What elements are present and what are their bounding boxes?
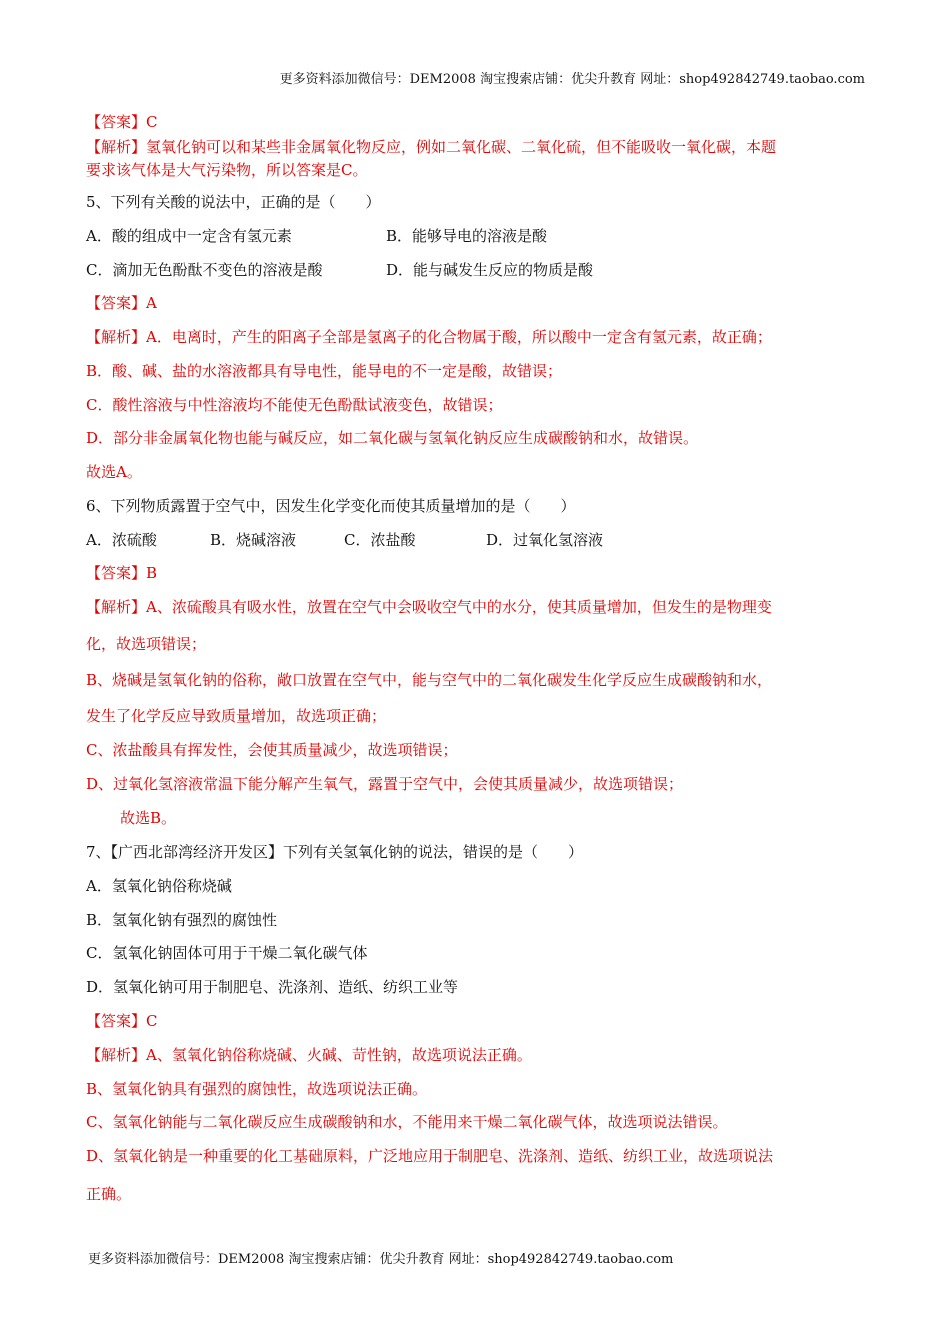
q7-analysis-line-2: B、氢氧化钠具有强烈的腐蚀性，故选项说法正确。 (86, 1080, 428, 1098)
q6-analysis-line-1: 【解析】A、浓硫酸具有吸水性，放置在空气中会吸收空气中的水分，使其质量增加，但发生的是物理变 (86, 598, 772, 616)
q6-option-b: B．烧碱溶液 (210, 531, 297, 549)
q7-analysis-line-3: C、氢氧化钠能与二氧化碳反应生成碳酸钠和水，不能用来干燥二氧化碳气体，故选项说法错误。 (86, 1113, 728, 1131)
q4-analysis-line-1: 【解析】氢氧化钠可以和某些非金属氧化物反应，例如二氧化碳、二氧化硫，但不能吸收一氧化碳，本题 (86, 138, 777, 156)
q5-analysis-line-3: C．酸性溶液与中性溶液均不能使无色酚酞试液变色，故错误； (86, 396, 503, 414)
q5-option-d: D．能与碱发生反应的物质是酸 (386, 261, 594, 279)
q5-analysis-line-2: B．酸、碱、盐的水溶液都具有导电性，能导电的不一定是酸，故错误； (86, 362, 563, 380)
q4-answer: 【答案】C (86, 113, 158, 131)
q6-option-a: A．浓硫酸 (86, 531, 157, 549)
q5-analysis-line-1: 【解析】A．电离时，产生的阳离子全部是氢离子的化合物属于酸，所以酸中一定含有氢元素，故正确； (86, 328, 772, 346)
q7-option-a: A．氢氧化钠俗称烧碱 (86, 877, 232, 895)
q6-answer: 【答案】B (86, 564, 158, 582)
q7-option-d: D．氢氧化钠可用于制肥皂、洗涤剂、造纸、纺织工业等 (86, 978, 459, 996)
q6-option-d: D．过氧化氢溶液 (486, 531, 604, 549)
q7-analysis-line-4: D、氢氧化钠是一种重要的化工基础原料，广泛地应用于制肥皂、洗涤剂、造纸、纺织工业，故选项说法 (86, 1147, 774, 1165)
q7-analysis-line-5: 正确。 (86, 1185, 132, 1203)
page-footer: 更多资料添加微信号：DEM2008 淘宝搜索店铺：优尖升教育 网址：shop492842749.taobao.com (88, 1252, 674, 1267)
q6-analysis-line-6: D、过氧化氢溶液常温下能分解产生氧气，露置于空气中，会使其质量减少，故选项错误； (86, 775, 684, 793)
q6-analysis-line-2: 化，故选项错误； (86, 635, 207, 653)
q5-option-a: A．酸的组成中一定含有氢元素 (86, 227, 292, 245)
q5-analysis-line-5: 故选A。 (86, 463, 142, 481)
q7-option-b: B．氢氧化钠有强烈的腐蚀性 (86, 911, 278, 929)
q6-analysis-line-5: C、浓盐酸具有挥发性，会使其质量减少，故选项错误； (86, 741, 458, 759)
q7-answer: 【答案】C (86, 1012, 158, 1030)
q7-analysis-line-1: 【解析】A、氢氧化钠俗称烧碱、火碱、苛性钠，故选项说法正确。 (86, 1046, 532, 1064)
q5-option-c: C．滴加无色酚酞不变色的溶液是酸 (86, 261, 323, 279)
q6-analysis-line-3: B、烧碱是氢氧化钠的俗称，敞口放置在空气中，能与空气中的二氧化碳发生化学反应生成碳酸钠和水， (86, 671, 773, 689)
q4-analysis-line-2: 要求该气体是大气污染物，所以答案是C。 (86, 161, 368, 179)
q5-stem: 5、下列有关酸的说法中，正确的是（ ） (86, 193, 381, 211)
q7-option-c: C．氢氧化钠固体可用于干燥二氧化碳气体 (86, 944, 368, 962)
page-header: 更多资料添加微信号：DEM2008 淘宝搜索店铺：优尖升教育 网址：shop492842749.taobao.com (279, 72, 865, 87)
q6-analysis-line-7: 故选B。 (120, 809, 177, 827)
q6-stem: 6、下列物质露置于空气中，因发生化学变化而使其质量增加的是（ ） (86, 497, 576, 515)
q5-option-b: B．能够导电的溶液是酸 (386, 227, 548, 245)
q5-analysis-line-4: D．部分非金属氧化物也能与碱反应，如二氧化碳与氢氧化钠反应生成碳酸钠和水，故错误。 (86, 429, 699, 447)
q6-analysis-line-4: 发生了化学反应导致质量增加，故选项正确； (86, 707, 387, 725)
q6-option-c: C．浓盐酸 (344, 531, 416, 549)
q5-answer: 【答案】A (86, 294, 157, 312)
q7-stem: 7、【广西北部湾经济开发区】下列有关氢氧化钠的说法，错误的是（ ） (86, 843, 584, 861)
